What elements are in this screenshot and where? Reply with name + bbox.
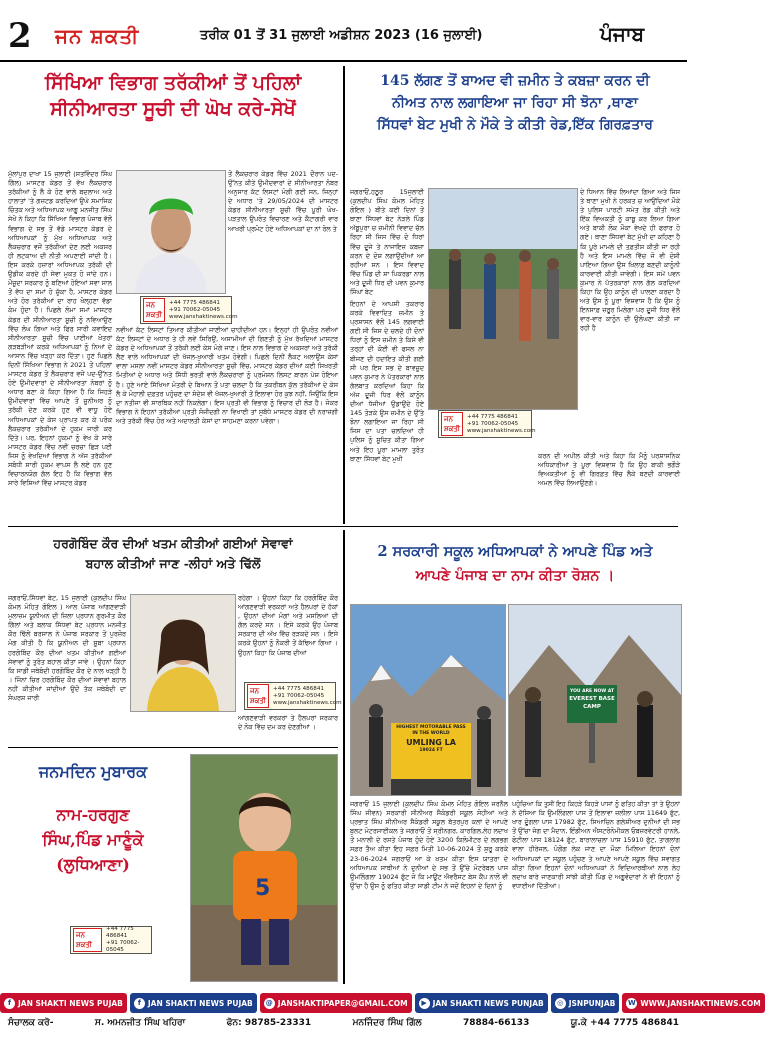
article-2-column-1b: ਇਹਨਾਂ ਦੇ ਆਪਸੀ ਤਕਰਾਰ ਕਰਕੇ ਵਿਵਾਦਿਤ ਜ਼ਮੀਨ ਤੇ ਪ੍ਰਸ਼ਾਸਨ ਵੱਲੋਂ 145 ਲਗਵਾਈ ਗਈ ਸੀ ਜਿਸ ਦੇ ਚਲਦੇ ਹੀ ਦੋਨਾਂ ਧਿਰਾਂ ਨੂੰ ਇਸ ਜ਼ਮੀਨ ਤੇ ਕਿਸੇ ਵੀ ਤਰ੍ਹਾਂ ਦੀ ਕੋਈ ਵੀ ਫਸਲ ਨਾ ਬੀਜਣ ਦੀ ਹਦਾਇਤ ਕੀਤੀ ਗਈ ਸੀ ਪਰ ਇਸ ਸਭ ਦੇ ਬਾਵਜੂਦ ਪਵਨ ਕੁਮਾਰ ਨੇ ਪੱਤਰਕਾਰਾਂ ਨਾਲ ਗੱਲਬਾਤ ਕਰਦਿਆਂ ਕਿਹਾ ਕਿ ਅੱਜ ਦੂਜੀ ਧਿਰ ਵੱਲੋਂ ਕਾਨੂੰਨ ਦੀਆਂ ਧੱਜੀਆਂ ਉਡਾਉਂਦੇ ਹੋਏ 145 ਤੋੜਕੇ ਉਸ ਜ਼ਮੀਨ ਦੇ ਉੱਤੇ ਝੋਨਾ ਲਗਾਇਆ ਜਾ ਰਿਹਾ ਸੀ ਜਿਸ ਦਾ ਪਤਾ ਚਲਦਿਆਂ ਹੀ ਪੁਲਿਸ ਨੂੰ ਸੂਚਿਤ ਕੀਤਾ ਗਿਆ ਅਤੇ ਇਹ ਪੂਰਾ ਮਾਮਲਾ ਤੁਰੰਤ ਥਾਣਾ ਸਿੱਧਵਾਂ ਬੇਟ ਮੁਖੀ <box>350 300 424 463</box>
article-3-column-2b: ਆਂਗਣਵਾੜੀ ਵਰਕਰਾਂ ਤੇ ਹੈਲਪਰਾਂ ਸਰਕਾਰ ਦੇ ਨੋਕ ਵਿੱਚ ਦਮ ਕਰ ਦੇਣਗੀਆਂ । <box>238 714 338 732</box>
umling-la-photo <box>350 604 506 796</box>
footer-contact-label: JAN SHAKTI NEWS PUNJAB <box>432 998 544 1008</box>
advertisement-4: ਜਨ ਸ਼ਕਤੀ +44 7775 486841 +91 70062-05045 <box>70 926 152 954</box>
article-2-column-3: ਕਰਨ ਦੀ ਅਪੀਲ ਕੀਤੀ ਅਤੇ ਕਿਹਾ ਕਿ ਮੈਨੂੰ ਪਰਸ਼ਾਸਨਿਕ ਅਧਿਕਾਰੀਆਂ ਤੇ ਪੂਰਾ ਵਿਸ਼ਵਾਸ ਹੈ ਕਿ ਉਹ ਬਾਕੀ ਭਗੌੜੇ ਵਿਅਕਤੀਆਂ ਨੂੰ ਵੀ ਗਿਰਫ਼ਤ ਵਿੱਚ ਲੈਕੇ ਬਣਦੀ ਕਾਰਵਾਈ ਅਮਲ ਵਿੱਚ ਲਿਆਉਣਗੇ। <box>538 452 680 488</box>
footer-contact-icon: f <box>4 998 15 1009</box>
masthead <box>0 0 687 62</box>
footer-contact-item[interactable] <box>622 993 764 1013</box>
page-number: 2 <box>8 16 32 56</box>
article-3-column-2: ਰਹੇਗਾ । ਉਹਨਾਂ ਕਿਹਾ ਕਿ ਹਰਗੋਬਿੰਦ ਕੌਰ ਆਂਗਣਵਾੜੀ ਵਰਕਰਾਂ ਅਤੇ ਹੈਲਪਰਾਂ ਦੇ ਹੱਕਾਂ , ਉਹਨਾਂ ਦੀਆਂ ਮੰਗਾਂ ਅਤੇ ਮਸਲਿਆਂ ਦੀ ਗੱਲ ਕਰਦੇ ਸਨ । ਇਸੇ ਕਰਕੇ ਉਹ ਪੰਜਾਬ ਸਰਕਾਰ ਦੀ ਅੱਖ ਵਿੱਚ ਰੜਕਦੇ ਸਨ । ਇਸੇ ਕਰਕੇ ਉਹਨਾਂ ਨੂੰ ਨੌਕਰੀ ਤੋਂ ਕੱਢਿਆ ਗਿਆ । ਉਹਨਾਂ ਕਿਹਾ ਕਿ ਪੰਜਾਬ ਦੀਆਂ <box>238 594 338 657</box>
article-1-column-2: ਤੋਂ ਲੈਕਚਰਾਰ ਕੇਡਰ ਵਿੱਚ 2021 ਦੌਰਾਨ ਪਦ-ਉੱਨਤ ਕੀਤੇ ਉਮੀਦਵਾਰਾਂ ਦੇ ਸੀਨੀਆਰਤਾ ਨੰਬਰ ਅਨੁਸਾਰ ਕੱਟ ਲਿਸਟਾਂ ਮੰਗੀ ਗਈ ਸਨ, ਜਿਨ੍ਹਾਂ ਦੇ ਅਧਾਰ 'ਤੇ 29/05/2024 ਦੀ ਮਾਸਟਰ ਕੇਡਰ ਸੀਨੀਆਰਤਾ ਸੂਚੀ ਵਿੱਚ ਪੂਰੀ ਘੋਖ-ਪੜਤਾਲ ਉਪਰੰਤ ਵਿਚਾਰਣ ਅਤੇ ਕੈਟਾਗਰੀ ਵਾਰ ਆਖਰੀ ਪ੍ਰਮੋਟ ਹੋਏ ਅਧਿਆਪਕਾਂ ਦਾ ਨਾਂ ਰੋਲ ਤੇ <box>228 170 338 233</box>
article-3-column-1: ਜਗਰਾਓਂ,ਸਿੱਧਵਾਂ ਬੇਟ, 15 ਜੁਲਾਈ (ਕੁਲਦੀਪ ਸਿੰਘ ਕੋਮਲ ਮੋਹਿਤ ਗੋਇਲ ) ਆਲ ਪੰਜਾਬ ਆਂਗਣਵਾੜੀ ਮੁਲਾਜ਼ਮ ਯੂਨੀਅਨ ਦੀ ਜ਼ਿਲਾ ਪ੍ਰਧਾਨ ਗੁਰਮੀਤ ਕੌਰ ਗਿੱਲਾਂ ਅਤੇ ਬਲਾਕ ਸਿੱਧਵਾਂ ਬੇਟ ਪ੍ਰਧਾਨ ਮਨਜੀਤ ਕੌਰ ਢਿੱਲੋਂ ਬਰਸਾਲ ਨੇ ਪੰਜਾਬ ਸਰਕਾਰ ਤੋਂ ਪੁਰਜ਼ੋਰ ਮੰਗ ਕੀਤੀ ਹੈ ਕਿ ਯੂਨੀਅਨ ਦੀ ਸੂਬਾ ਪ੍ਰਧਾਨ ਹਰਗੋਬਿੰਦ ਕੌਰ ਦੀਆਂ ਖਤਮ ਕੀਤੀਆਂ ਗਈਆਂ ਸੇਵਾਵਾਂ ਨੂੰ ਤੁਰੰਤ ਬਹਾਲ ਕੀਤਾ ਜਾਵੇ । ਉਹਨਾਂ ਕਿਹਾ ਕਿ ਸਾਡੀ ਜਥੇਬੰਦੀ ਹਰਗੋਬਿੰਦ ਕੌਰ ਦੇ ਨਾਲ ਖੜ੍ਹੀ ਹੈ । ਜਿੰਨਾਂ ਚਿਰ ਹਰਗੋਬਿੰਦ ਕੌਰ ਦੀਆਂ ਸੇਵਾਵਾਂ ਬਹਾਲ ਨਹੀਂ ਕੀਤੀਆਂ ਜਾਂਦੀਆਂ ਉਦੋਂ ਤੱਕ ਜਥੇਬੰਦੀ ਦਾ ਸੰਘਰਸ਼ ਜਾਰੀ <box>8 594 126 703</box>
article-2-photo <box>428 188 578 410</box>
footer-contact-item[interactable] <box>0 993 127 1013</box>
footer-contact-item[interactable] <box>130 993 257 1013</box>
footer-contacts <box>0 992 761 1014</box>
footer-contact-item[interactable] <box>415 993 548 1013</box>
footer-contact-icon: W <box>628 999 636 1007</box>
article-4-headline: 2 ਸਰਕਾਰੀ ਸਕੂਲ ਅਧਿਆਪਕਾਂ ਨੇ ਆਪਣੇ ਪਿੰਡ ਅਤੇ ਆਪਣੇ ਪੰਜਾਬ ਦਾ ਨਾਮ ਕੀਤਾ ਰੋਸ਼ਨ । <box>377 543 653 584</box>
advertisement-2: ਜਨ ਸ਼ਕਤੀ +44 7775 486841 +91 70062-05045 www.janshaktinews.com <box>438 410 532 438</box>
article-2-headline: 145 ਲੱਗਣ ਤੋਂ ਬਾਅਦ ਵੀ ਜ਼ਮੀਨ ਤੇ ਕਬਜ਼ਾ ਕਰਨ ਦੀ ਨੀਅਤ ਨਾਲ ਲਗਾਇਆ ਜਾ ਰਿਹਾ ਸੀ ਝੋਨਾ ,ਥਾਣਾ ਸਿੱਧਵਾਂ ਬੇਟ ਮੁਖੀ ਨੇ ਮੌਕੇ ਤੇ ਕੀਤੀ ਰੇਡ,ਇੱਕ ਗਿਰਫ਼ਤਾਰ <box>377 73 653 133</box>
footer-contact-label: JAN SHAKTI NEWS PUJAB <box>18 998 123 1008</box>
article-3-headline: ਹਰਗੋਬਿੰਦ ਕੌਰ ਦੀਆਂ ਖਤਮ ਕੀਤੀਆਂ ਗਈਆਂ ਸੇਵਾਵਾਂ ਬਹਾਲ ਕੀਤੀਆਂ ਜਾਣ -ਲੀਹਾਂ ਅਤੇ ਢਿੱਲੋਂ <box>53 536 293 571</box>
umling-la-sign: HIGHEST MOTORABLE PASS IN THE WORLD UMLING LA 19024 FT <box>396 725 466 753</box>
footer-contact-icon: f <box>134 998 145 1009</box>
everest-sign: YOU ARE NOW AT EVEREST BASE CAMP <box>569 689 615 710</box>
advertisement-3: ਜਨ ਸ਼ਕਤੀ +44 7775 486841 +91 70062-05045 www.janshaktinews.com <box>244 682 336 710</box>
svg-text:5: 5 <box>255 876 271 901</box>
date-line: ਤਰੀਕ 01 ਤੋਂ 31 ਜੁਲਾਈ ਅਡੀਸ਼ਨ 2023 (16 ਜੁਲਾਈ) <box>200 28 483 43</box>
article-1-headline: ਸਿੱਖਿਆ ਵਿਭਾਗ ਤਰੱਕੀਆਂ ਤੋਂ ਪਹਿਲਾਂ ਸੀਨੀਆਰਤਾ ਸੂਚੀ ਦੀ ਘੋਖ ਕਰੇ-ਸੇਖੋਂ <box>44 72 302 120</box>
everest-base-camp-photo <box>508 604 682 796</box>
footer-contact-label: JSNPUNJAB <box>568 998 616 1008</box>
divider-article-3 <box>8 747 338 748</box>
newspaper-logo: ਜਨ ਸ਼ਕਤੀ <box>55 24 140 48</box>
article-3-portrait <box>130 594 236 712</box>
column-divider-lower <box>343 530 345 984</box>
footer-contact-label: JAN SHAKTI NEWS PUJAB <box>147 998 253 1008</box>
footer-credits: ਸੰਚਾਲਕ ਕਰੋ- ਸ. ਅਮਨਜੀਤ ਸਿੰਘ ਖਹਿਰਾ ਫੋਨ: 98785-23331 ਮਨਜਿੰਦਰ ਸਿੰਘ ਗਿੱਲ 78884-66133 ਯੂ.ਕੇ +44 7775 486841 <box>8 1018 679 1028</box>
column-divider <box>343 66 345 524</box>
article-2-column-1: ਜਗਰਾਓਂ,ਹਠੂਰ 15ਜੁਲਾਈ (ਕੁਲਦੀਪ ਸਿੰਘ ਕੋਮਲ ਮੋਹਿਤ ਗੋਇਲ ) ਬੀਤੇ ਕਈ ਦਿਨਾਂ ਤੋਂ ਥਾਣਾ ਸਿੱਧਵਾਂ ਬੇਟ ਨੇੜਲੇ ਪਿੰਡ ਅੱਬੂਪੁਰਾ ਚ ਜ਼ਮੀਨੀ ਵਿਵਾਦ ਚੱਲ ਰਿਹਾ ਸੀ ਜਿਸ ਵਿੱਚ ਦੋ ਧਿਰਾਂ ਵਿੱਚ ਦੂਜੇ ਤੇ ਨਾਜਾਇਜ਼ ਕਬਜ਼ਾ ਕਰਨ ਦੇ ਦੋਸ਼ ਲਗਾਉਂਦੀਆਂ ਆ ਰਹੀਆਂ ਸਨ । ਇਸ ਵਿਵਾਦ ਵਿੱਚ ਪਿੰਡ ਦੀ ਸ਼ਾ ਪਿਕਰਡਾ ਨਾਲ ਅਤੇ ਦੂਜੀ ਧਿਰ ਦੀ ਪਵਨ ਕੁਮਾਰ ਸਿੰਘਾਂ ਬੇਟ <box>350 188 424 297</box>
footer-contact-label: WWW.JANSHAKTINEWS.COM <box>640 998 761 1008</box>
article-1-column-2b: ਨਵੀਆਂ ਕੱਟ ਲਿਸਟਾਂ ਤਿਆਰ ਕੀਤੀਆਂ ਜਾਣੀਆਂ ਚਾਹੀਦੀਆਂ ਹਨ। ਇਨ੍ਹਾਂ ਹੀ ਉਪਰੰਤ ਨਵੀਆਂ ਕੱਟ ਲਿਸਟਾਂ ਦੇ ਅਧਾਰ ਤੇ ਹੀ ਲਵੇਂ ਸਿਰਿਉਂ, ਅਸਾਮੀਆਂ ਦੀ ਗਿਣਤੀ ਨੂੰ ਮੁੱਖ ਰੱਖਦਿਆਂ ਮਾਸਟਰ ਕੇਡਰ ਦੇ ਅਧਿਆਪਕਾਂ ਤੋਂ ਤਰੱਕੀ ਲਈ ਕੇਸ ਮੰਗੇ ਜਾਣ। ਇਸ ਨਾਲ ਵਿਭਾਗ ਦੇ ਅਕਸਰਾਂ ਅਤੇ ਤਰੱਕੀ ਲੈਣ ਵਾਲੇ ਅਧਿਆਪਕਾਂ ਦੀ ਖੱਜਲ-ਖੁਆਰੀ ਖਤਮ ਹੋਵੇਗੀ। ਪਿਛਲੇ ਦਿਨੀਂ ਲੈਕਟ ਅਲਾਉਂਸ ਕੇਸਾਂ ਵਾਲਾ ਮਸਲਾ ਨਵੀਂ ਮਾਸਟਰ ਕੇਡਰ ਸੀਨੀਆਰਤਾ ਸੂਚੀ ਵਿੱਚ, ਮਾਸਟਰ ਕੇਡਰ ਦੀਆਂ ਕਈ ਸਿਖਰਤੀ ਮਿਤੀਆਂ ਦੇ ਅਧਾਰ ਅਤੇ ਸਿੱਧੀ ਭਰਤੀ ਵਾਲੇ ਲੈਕਚਰਾਰਾਂ ਨੂੰ ਪ੍ਰਮੋਸ਼ਨ ਲਿਸਟ ਬਾਰਨ ਪੇਸ਼ ਹੋਇਆ ਹੈ। ਹੁਣੇ ਆਏ ਸਿੱਖਿਆ ਮੰਤਰੀ ਦੇ ਬਿਆਨ ਤੋਂ ਪਤਾ ਚਲਦਾ ਹੈ ਕਿ ਤਕਰੀਬਨ ਕੁੱਲ ਤਰੱਕੀਆਂ ਦੇ ਕੇਸ ਲੈ ਕੇ ਮੋਹਾਲੀ ਦਫ਼ਤਰ ਪਹੁੰਚਣ ਦਾ ਸੰਦੇਸ਼ ਵੀ ਖੱਜਲ-ਖੁਆਰੀ ਤੋਂ ਇਲਾਵਾ ਹੋਰ ਕੁਝ ਨਹੀਂ, ਜਿਉਂਕਿ ਇਸ ਦਾ ਨਤੀਜਾ ਵੀ ਸਾਰਥਿਕ ਨਹੀਂ ਨਿਕਲੇਗਾ। ਇਸ ਪ੍ਰਤੀ ਵੀ ਵਿਭਾਗ ਨੂੰ ਵਿਚਾਰ ਦੀ ਲੋੜ ਹੈ। ਜੋਕਰ ਵਿਭਾਗ ਨੇ ਇਹਨਾਂ ਤਰੱਕੀਆਂ ਪ੍ਰਤੀ ਸੰਜੀਦਗੀ ਨਾ ਵਿਖਾਈ ਤਾਂ ਸੁਬੱਧੇ ਮਾਸਟਰ ਕੇਡਰ ਦੀ ਨਰਾਜ਼ਗੀ ਅਤੇ ਤਰੱਕੀ ਵਿੱਚ ਹੋਰ ਅਤੇ ਅਦਾਲਤੀ ਕੇਸਾਂ ਦਾ ਸਾਹਮਣਾ ਕਰਨਾ ਪਵੇਗਾ। <box>116 326 338 425</box>
article-1-column-1: ਮੁੱਲਾਂਪੁਰ ਦਾਖਾ 15 ਜੁਲਾਈ (ਸਤਵਿੰਦਰ ਸਿੰਘ ਗਿੱਲ) ਮਾਸਟਰ ਕੇਡਰ ਤੋਂ ਵੱਖ ਲੈਕਚਰਾਰ ਤਰੱਕੀਆਂ ਨੂੰ ਲੈ ਕੇ ਹੋਣ ਵਾਲੇ ਬਦਲਾਅ ਅਤੇ ਹਾਲਾਤਾਂ 'ਤੇ ਗਜ਼ਟਡ ਕਰਦਿਆਂ ਉਘੇ ਸਮਾਜਿਕ ਚਿੰਤਕ ਅਤੇ ਅਧਿਆਪਕ ਆਗੂ ਮਨਜੀਤ ਸਿੰਘ ਸੇਖੋਂ ਨੇ ਕਿਹਾ ਕਿ ਸਿੱਖਿਆ ਵਿਭਾਗ ਪੰਜਾਬ ਵੱਲੋਂ ਵਿਭਾਗ ਦੇ ਸਭ ਤੋਂ ਵੱਡੇ ਮਾਸਟਰ ਕੇਡਰ ਦੇ ਅਧਿਆਪਕਾਂ ਨੂੰ ਮੁੱਖ ਅਧਿਆਪਕ ਅਤੇ ਲੈਕਚਰਾਰ ਵਜੋਂ ਤਰੱਕੀਆਂ ਦੇਣ ਲਈ ਅਕਸਰ ਹੀ ਲਟਕਾਅ ਦੀ ਨੀਤੀ ਅਪਣਾਈ ਜਾਂਦੀ ਹੈ। ਇਸ ਕਰਕੇ ਹਜ਼ਾਰਾਂ ਅਧਿਆਪਕ ਤਰੱਕੀ ਦੀ ਉਡੀਕ ਕਰਦੇ ਹੀ ਸੇਵਾ ਮੁਕਤ ਹੋ ਜਾਂਦੇ ਹਨ। ਮੌਜੂਦਾ ਸਰਕਾਰ ਨੂੰ ਬਣਿਆਂ ਹੋਇਆਂ ਸਵਾ ਸਾਲ ਤੋਂ ਵੱਧ ਦਾ ਸਮਾਂ ਹੋ ਚੁੱਕਾ ਹੈ, ਮਾਸਟਰ ਕੇਡਰ ਅਤੇ ਹੋਰ ਤਰੱਕੀਆਂ ਦਾ ਰਾਹ ਖੋਲ੍ਹਣਾ ਵੱਡਾ ਕੰਮ ਹੁੰਦਾ ਹੈ। ਪਿਛਲੇ ਲੰਮਾ ਸਮਾਂ ਮਾਸਟਰ ਕੇਡਰ ਦੀ ਸੀਨੀਆਰਤਾ ਸੂਚੀ ਨੂੰ ਨਵਿਆਉਣ ਵਿੱਚ ਲੰਘ ਗਿਆ ਅਤੇ ਫਿਰ ਸਾਰੀ ਕਵਾਇਦ ਸੀਨੀਆਰਤਾ ਸੂਚੀ ਵਿੱਚ ਪਾਈਆਂ ਖ਼ੋਤਰਾਂ ਗੜਬੜੀਆਂ ਕਰਕੇ ਅਧਿਆਪਕਾਂ ਨੂੰ ਨਿਆਂ ਦੇ ਆਸਾਨ ਵਿੱਚ ਖੜ੍ਹਾ ਕਰ ਦਿੱਤਾ। ਹੁਣ ਪਿਛਲੇ ਦਿਨੀਂ ਸਿੱਖਿਆ ਵਿਭਾਗ ਨੇ 2021 ਤੋਂ ਪਹਿਲਾਂ ਮਾਸਟਰ ਕੇਡਰ ਤੋਂ ਲੈਕਚਰਾਰ ਵਜੋਂ ਪਦ-ਉੱਨਤ ਹੋਏ ਉਮੀਦਵਾਰਾਂ ਦੇ ਸੀਨੀਆਰਤਾ ਨੰਬਰਾਂ ਨੂੰ ਅਧਾਰ ਬਣਾ ਕੇ ਕਿਹਾ ਗਿਆ ਹੈ ਕਿ ਜਿਹੜੇ ਉਮੀਦਵਾਰਾਂ ਵਿੱਚ ਆਪਣੇ ਤੋਂ ਜੂਨੀਅਰ ਨੂੰ ਤਰੱਕੀ ਦੇਣ ਕਰਕੇ ਹੁਣ ਵੀ ਵਾਧੂ ਹੋਏ ਅਧਿਆਪਕਾਂ ਦੇ ਕੇਸ ਪ੍ਰਾਪਤ ਕਰ ਕੇ ਪਰੋਕ ਲੈਕਚਰਾਰ ਤਰੱਕੀਆਂ ਦੇ ਹੁਕਮ ਜਾਰੀ ਕਰ ਦਿੱਤੇ। ਪਰ, ਇਹਨਾਂ ਹੁਕਮਾਂ ਨੂੰ ਵੇਖ ਕੇ ਸਾਰੇ ਮਾਸਟਰ ਕੇਡਰ ਵਿੱਚ ਨਵੀਂ ਚਰਚਾ ਛਿੜ ਪਈ ਜਿਸ ਨੂੰ ਵੇਖਦਿਆਂ ਵਿਭਾਗ ਨੇ ਅੱਜ ਤਰੱਕੀਆਂ ਸਬੰਧੀ ਸਾਰੀ ਹੁਕਮ ਵਾਪਸ ਲੈ ਲਏ ਹਨ ਹੁਣ ਵਿਚਾਰਨਯੋਗ ਗੱਲ ਇਹ ਹੈ ਕਿ ਵਿਭਾਗ ਵੱਲ ਸਾਰੇ ਵਿਸ਼ਿਆਂ ਵਿੱਚ ਮਾਸਟਰ ਕੇਡਰ <box>8 170 112 488</box>
article-4-column-1: ਜਗਰਾਓਂ 15 ਜੁਲਾਈ (ਕੁਲਦੀਪ ਸਿੰਘ ਕੋਮਲ ਮੋਹਿਤ ਗੋਇਲ ਜਰਨੈਲ ਸਿੰਘ ਜੀਵਨ) ਸਰਕਾਰੀ ਸੀਨੀਅਰ ਸੈਕੰਡਰੀ ਸਕੂਲ ਸੋਹੀਆਂ ਅਤੇ ਪ੍ਰਭਾਤ ਸਿੰਘ ਸੀਨੀਅਰ ਸੈਕੰਡਰੀ ਸਕੂਲ ਬੱਤਰਪੁਰ ਕਲਾਂ ਦੇ ਆਪਣੇ ਬੁਲਟ ਮੋਟਰਸਾਈਕਲ ਤੇ ਜਗਰਾਓਂ ਤੋਂ ਸ੍ਰੀਨਗਰ, ਕਾਰਗਿਲ,ਲੇਹ ਲਦਾਖ ਤੋਂ ਮਨਾਲੀ ਦੇ ਰਸਤੇ ਪੰਜਾਬ ਹੁੰਦੇ ਹੋਏ 3200 ਕਿਲੋਮੀਟਰ ਦੇ ਲਗਭਗ ਸਫ਼ਰ ਤੈਅ ਕੀਤਾ ਇਹ ਸਫ਼ਰ ਮਿਤੀ 10-06-2024 ਤੋਂ ਸ਼ੁਰੂ ਕਰਕੇ 23-06-2024 ਜਗਰਾਓਂ ਆ ਕੇ ਖ਼ਤਮ ਕੀਤਾ ਇਸ ਯਾਤਰਾ ਦੇ ਅਧਿਆਪਕ ਸਾਥੀਆਂ ਨੇ ਦੁਨੀਆਂ ਦੇ ਸਭ ਤੋਂ ਉੱਚੇ ਮੋਟਰੇਬਲ ਪਾਸ ਉਮਲਿੰਗਲਾ 19024 ਫੁੱਟ ਜੋ ਕਿ ਮਾਊਂਟ ਐਵਰੈਸਟ ਬੇਸ ਕੈਂਪ ਨਾਲੋਂ ਵੀ ਉੱਚਾ ਹੈ ਉਸ ਨੂੰ ਫਤਿਹ ਕੀਤਾ ਸਾਡੀ ਟੀਮ ਨੇ ਜਦੋਂ ਇਹਨਾਂ ਦੇ ਦਿਨਾਂ ਨੂੰ <box>350 800 508 890</box>
advertisement-1: ਜਨ ਸ਼ਕਤੀ +44 7775 486841 +91 70062-05045 www.janshaktinews.com <box>140 296 232 324</box>
footer-contact-label: JANSHAKTIPAPER@GMAIL.COM <box>277 998 408 1008</box>
article-4-column-2: ਪਹੁੰਚਿਆ ਕਿ ਤੁਸੀਂ ਇਹ ਕਿਹੜੇ ਕਿਹੜੇ ਪਾਸਾਂ ਨੂੰ ਫਤਿਹ ਕੀਤਾ ਤਾਂ ਤੇ ਉਹਨਾਂ ਨੇ ਦੱਸਿਆ ਕਿ ਉਮਲਿੰਗਲਾ ਪਾਸ ਤੋਂ ਇਲਾਵਾ ਜ਼ਲੀਲਾ ਪਾਸ 11649 ਫੁੱਟ, ਖਾਰ ਦੂੰਗਲਾ ਪਾਸ 17982 ਫੁੱਟ, ਸਿਆਚਿਨ ਗਲੇਸ਼ੀਅਰ ਦੁਨੀਆਂ ਦੀ ਸਭ ਤੋਂ ਉੱਚਾ ਜੰਗ ਦਾ ਮੈਦਾਨ, ਇੰਡੀਅਨ ਐਸਟਰੋਨੋਮੀਕਲ ਓਬਜ਼ਰਵੇਟਰੀ ਹਾਨਲੇ, ਫੋਟੀਲਾ ਪਾਸ 18124 ਫੁੱਟ, ਬਾਰਾਲਾਚਲਾ ਪਾਸ 15910 ਫੁੱਟ, ਤਾਗਲਾਂਗ ਵਾਲਾ ਹੀਰੇਜਲ, ਪੰਗੋਂਗ ਲੇਕ ਜਾਣ ਦਾ ਮੌਕਾ ਮਿਲਿਆ ਇਹਨਾਂ ਦੋਨਾਂ ਅਧਿਆਪਕਾਂ ਦਾ ਸਕੂਲ ਪਹੁੰਚਣ ਤੇ ਆਪਣੇ ਆਪਣੇ ਸਕੂਲ ਵਿੱਚ ਸਵਾਗਤ ਕੀਤਾ ਗਿਆ ਇਹਨਾਂ ਦੋਨਾਂ ਅਧਿਆਪਕਾਂ ਨੇ ਵਿਦਿਆਰਥੀਆਂ ਨਾਲ ਲੇਹ ਲਦਾਖ ਬਾਰੇ ਜਾਣਕਾਰੀ ਸਾਂਝੀ ਕੀਤੀ ਪਿੰਡ ਦੇ ਅਗੂਵੰਦਾਰਾਂ ਨੇ ਵੀ ਇਹਨਾਂ ਨੂੰ ਵਧਾਈਆਂ ਦਿੱਤੀਆਂ। <box>512 800 680 890</box>
footer-contact-item[interactable] <box>551 993 620 1013</box>
footer-contact-item[interactable] <box>260 993 412 1013</box>
footer-contact-icon: ▶ <box>419 998 430 1009</box>
article-2-column-2: ਦੇ ਧਿਆਨ ਵਿੱਚ ਲਿਆਂਦਾ ਗਿਆ ਅਤੇ ਜਿਸ ਤੇ ਥਾਣਾ ਮੁਖੀ ਨੇ ਹਰਕਤ ਚ ਆਉਂਦਿਆਂ ਮੌਕੇ ਤੇ ਪੁਲਿਸ ਪਾਰਟੀ ਸਮੇਤ ਰੇਡ ਕੀਤੀ ਅਤੇ ਇੱਕ ਵਿਅਕਤੀ ਨੂੰ ਕਾਬੂ ਕਰ ਲਿਆ ਗਿਆ ਅਤੇ ਬਾਕੀ ਲੋਕ ਮੌਕਾ ਵੇਖਦੇ ਹੀ ਫਰਾਰ ਹੋ ਗਏ। ਥਾਣਾ ਸਿੱਧਵਾਂ ਬੇਟ ਮੁੱਖੀ ਦਾ ਕਹਿਣਾ ਹੈ ਕਿ ਪੂਰੇ ਮਾਮਲੇ ਦੀ ਤਫ਼ਤੀਸ਼ ਕੀਤੀ ਜਾ ਰਹੀ ਹੈ ਅਤੇ ਇਸ ਮਾਮਲੇ ਵਿੱਚ ਜੋ ਵੀ ਦੋਸ਼ੀ ਪਾਇਆ ਗਿਆ ਉਸ ਖਿਲਾਫ਼ ਬਣਦੀ ਕਾਨੂੰਨੀ ਕਾਰਵਾਈ ਕੀਤੀ ਜਾਵੇਗੀ। ਇਸ ਸਮੇਂ ਪਵਨ ਕੁਮਾਰ ਨੇ ਪੱਤਰਕਾਰਾਂ ਨਾਲ ਗੱਲ ਕਰਦਿਆਂ ਕਿਹਾ ਕਿ ਉਹ ਕਾਨੂੰਨ ਦੀ ਪਾਲਣਾ ਕਰਦਾ ਹੈ ਅਤੇ ਉਸ ਨੂੰ ਪੂਰਾ ਵਿਸ਼ਵਾਸ ਹੈ ਕਿ ਉਸ ਨੂੰ ਇਨਸਾਫ਼ ਜ਼ਰੂਰ ਮਿਲੇਗਾ ਪਰ ਦੂਜੀ ਧਿਰ ਵੱਲੋਂ ਵਾਰ-ਵਾਰ ਕਾਨੂੰਨ ਦੀ ਉਲੰਘਣਾ ਕੀਤੀ ਜਾ ਰਹੀ ਹੈ <box>580 188 680 333</box>
footer <box>0 988 761 1043</box>
birthday-photo <box>190 754 338 982</box>
footer-contact-icon: @ <box>265 999 273 1007</box>
section-divider <box>8 526 678 527</box>
birthday-box: ਜਨਮਦਿਨ ਮੁਬਾਰਕ ਨਾਮ-ਹਰਗੁਣ ਸਿੰਘ,ਪਿੰਡ ਮਾਣੂੰਕੇ (ਲੁਧਿਆਣਾ) <box>38 762 148 874</box>
footer-contact-icon: ◎ <box>555 998 566 1009</box>
article-1-portrait <box>116 170 226 294</box>
section-name: ਪੰਜਾਬ <box>600 22 645 46</box>
